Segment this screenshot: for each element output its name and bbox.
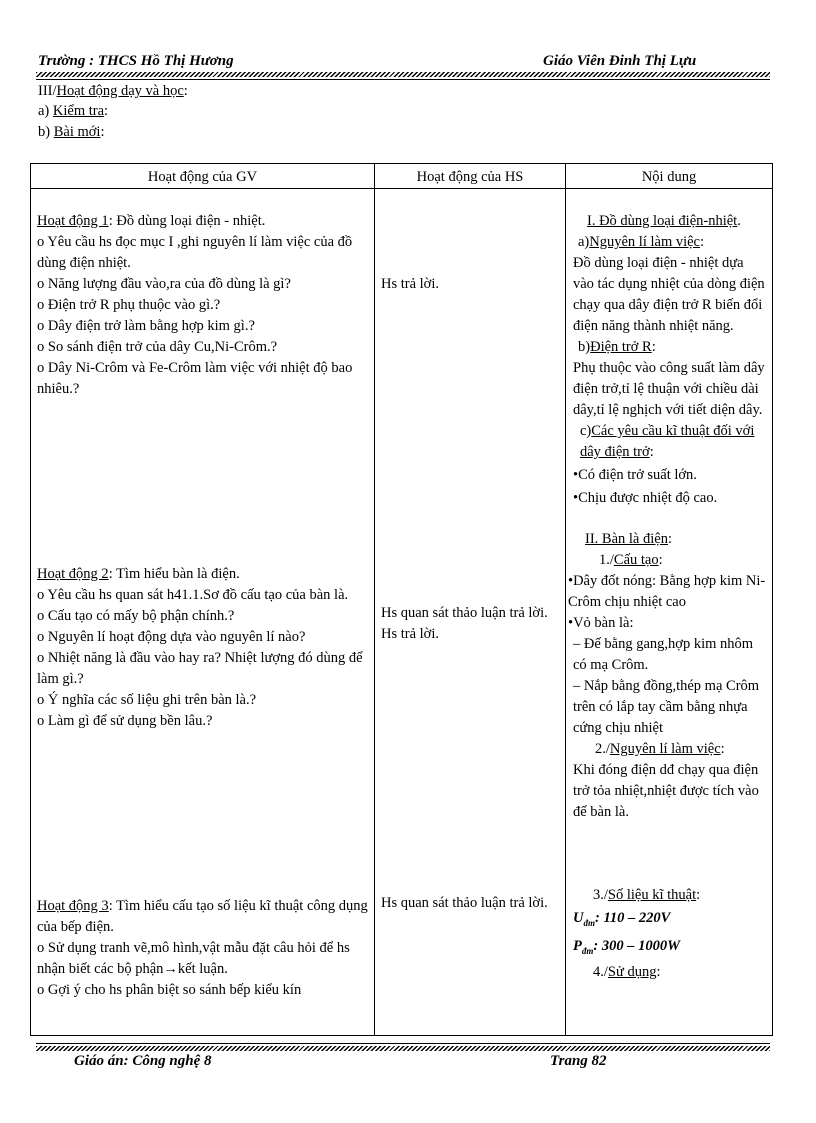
gv-item: o Yêu cầu hs đọc mục I ,ghi nguyên lí làm việc của đồ dùng điện nhiệt. bbox=[37, 234, 353, 271]
nd-s2-2-text: Khi đóng điện dđ chạy qua điện trở tỏa nhiệt,nhiệt được tích vào đế bàn là. bbox=[573, 762, 759, 820]
nd-s2-1: 1./Cấu tạo: bbox=[599, 552, 663, 568]
gv-item: o Gợi ý cho hs phân biệt so sánh bếp kiểu kín bbox=[37, 982, 302, 998]
nd-s1c-item: •Chịu được nhiệt độ cao. bbox=[573, 490, 718, 506]
hs-column bbox=[375, 189, 566, 1036]
gv-item: o Nguyên lí hoạt động dựa vào nguyên lí nào? bbox=[37, 629, 306, 645]
lesson-table bbox=[30, 163, 773, 1036]
nd-s1c: c)Các yêu cầu kĩ thuật đối với dây điện trở: bbox=[580, 423, 755, 460]
nd-s3: 3./Số liệu kĩ thuật: bbox=[593, 887, 701, 903]
table-body-row bbox=[31, 189, 773, 1036]
gv-column bbox=[31, 189, 375, 1036]
nd-s2-item: – Đế bằng gang,hợp kim nhôm có mạ Crôm. bbox=[573, 636, 754, 673]
gv-item: o Cấu tạo có mấy bộ phận chính.? bbox=[37, 608, 235, 624]
footer-page: Trang 82 bbox=[550, 1053, 607, 1069]
gv-item: o Năng lượng đầu vào,ra của đồ dùng là gì? bbox=[37, 276, 291, 292]
hs-answer-1: Hs trả lời. bbox=[381, 276, 440, 292]
hs-answer-2a: Hs quan sát thảo luận trả lời. bbox=[381, 605, 548, 621]
nd-s1b: b)Điện trở R: bbox=[578, 339, 656, 355]
nd-s1c-item: •Có điện trở suất lớn. bbox=[573, 467, 697, 483]
intro-a-label: Kiểm tra bbox=[52, 103, 105, 119]
nd-s2-item: •Dây đốt nóng: Bằng hợp kim Ni-Crôm chịu nhiệt cao bbox=[568, 573, 766, 610]
header-rule bbox=[36, 72, 770, 77]
formula-voltage: $U_{đm}$: 110 – 220V bbox=[573, 910, 671, 928]
footer-rule-line bbox=[36, 1043, 770, 1044]
gv-item: o Sử dụng tranh vẽ,mô hình,vật mẫu đặt câu hỏi để hs nhận biết các bộ phận→kết luận. bbox=[37, 940, 350, 977]
hd1-heading: Hoạt động 1: Đồ dùng loại điện - nhiệt. bbox=[37, 213, 266, 229]
intro-a-line: a) Kiểm tra: bbox=[38, 103, 109, 119]
header-teacher: Giáo Viên Đinh Thị Lựu bbox=[543, 53, 697, 69]
nd-s1a-text: Đồ dùng loại điện - nhiệt dựa vào tác dụng nhiệt của dòng điện chạy qua dây điện trở R biến đổi điện năng thành nhiệt năng. bbox=[573, 255, 765, 334]
gv-item: o Nhiệt năng là đầu vào hay ra? Nhiệt lượng đó dùng để làm gì.? bbox=[37, 650, 363, 687]
nd-s1-title: I. Đồ dùng loại điện-nhiệt. bbox=[587, 213, 741, 229]
nd-s2-title: II. Bàn là điện: bbox=[585, 531, 672, 547]
nd-s2-2: 2./Nguyên lí làm việc: bbox=[595, 741, 725, 757]
gv-item: o Ý nghĩa các số liệu ghi trên bàn là.? bbox=[37, 692, 257, 708]
hd2-heading: Hoạt động 2: Tìm hiểu bàn là điện. bbox=[37, 566, 240, 582]
gv-item: o Điện trở R phụ thuộc vào gì.? bbox=[37, 297, 221, 313]
header-nd: Nội dung bbox=[566, 164, 773, 189]
header-hs: Hoạt động của HS bbox=[375, 164, 566, 189]
gv-item: o Làm gì để sử dụng bền lâu.? bbox=[37, 713, 213, 729]
intro-section-line: III/Hoạt động dạy và học: bbox=[38, 83, 188, 99]
nd-s4: 4./Sử dụng: bbox=[593, 963, 661, 980]
hs-answer-3: Hs quan sát thảo luận trả lời. bbox=[381, 895, 548, 911]
header-rule-line bbox=[36, 79, 770, 80]
nd-s1b-text: Phụ thuộc vào công suất làm dây điện trở,tỉ lệ thuận với chiều dài dây,tỉ lệ nghịch với tiết diện dây. bbox=[573, 360, 765, 418]
table-header-row bbox=[31, 164, 773, 189]
nd-s2-item: •Vỏ bàn là: bbox=[568, 615, 634, 631]
nd-column bbox=[566, 189, 773, 1036]
hd3-heading: Hoạt động 3: Tìm hiểu cấu tạo số liệu kĩ thuật công dụng của bếp điện. bbox=[37, 898, 368, 935]
gv-item: o So sánh điện trở của dây Cu,Ni-Crôm.? bbox=[37, 339, 278, 355]
intro-b-line: b) Bài mới: bbox=[38, 124, 105, 140]
intro-section-title: Hoạt động dạy và học bbox=[56, 83, 184, 99]
header-school: Trường : THCS Hồ Thị Hương bbox=[38, 53, 234, 69]
footer-rule bbox=[36, 1046, 770, 1051]
hs-answer-2b: Hs trả lời. bbox=[381, 626, 440, 642]
gv-item: o Dây Ni-Crôm và Fe-Crôm làm việc với nhiệt độ bao nhiêu.? bbox=[37, 360, 353, 397]
formula-power: $P_{đm}$: 300 – 1000W bbox=[573, 937, 680, 956]
footer-left: Giáo án: Công nghệ 8 bbox=[74, 1053, 212, 1069]
gv-item: o Dây điện trở làm bằng hợp kim gì.? bbox=[37, 318, 255, 334]
gv-item: o Yêu cầu hs quan sát h41.1.Sơ đồ cấu tạo của bàn là. bbox=[37, 587, 349, 603]
nd-s2-item: – Nắp bằng đồng,thép mạ Crôm trên có lắp tay cầm bằng nhựa cứng chịu nhiệt bbox=[573, 678, 760, 736]
intro-b-label: Bài mới bbox=[53, 124, 101, 140]
header-gv: Hoạt động của GV bbox=[31, 164, 375, 189]
nd-s1a: a)Nguyên lí làm việc: bbox=[578, 234, 705, 250]
